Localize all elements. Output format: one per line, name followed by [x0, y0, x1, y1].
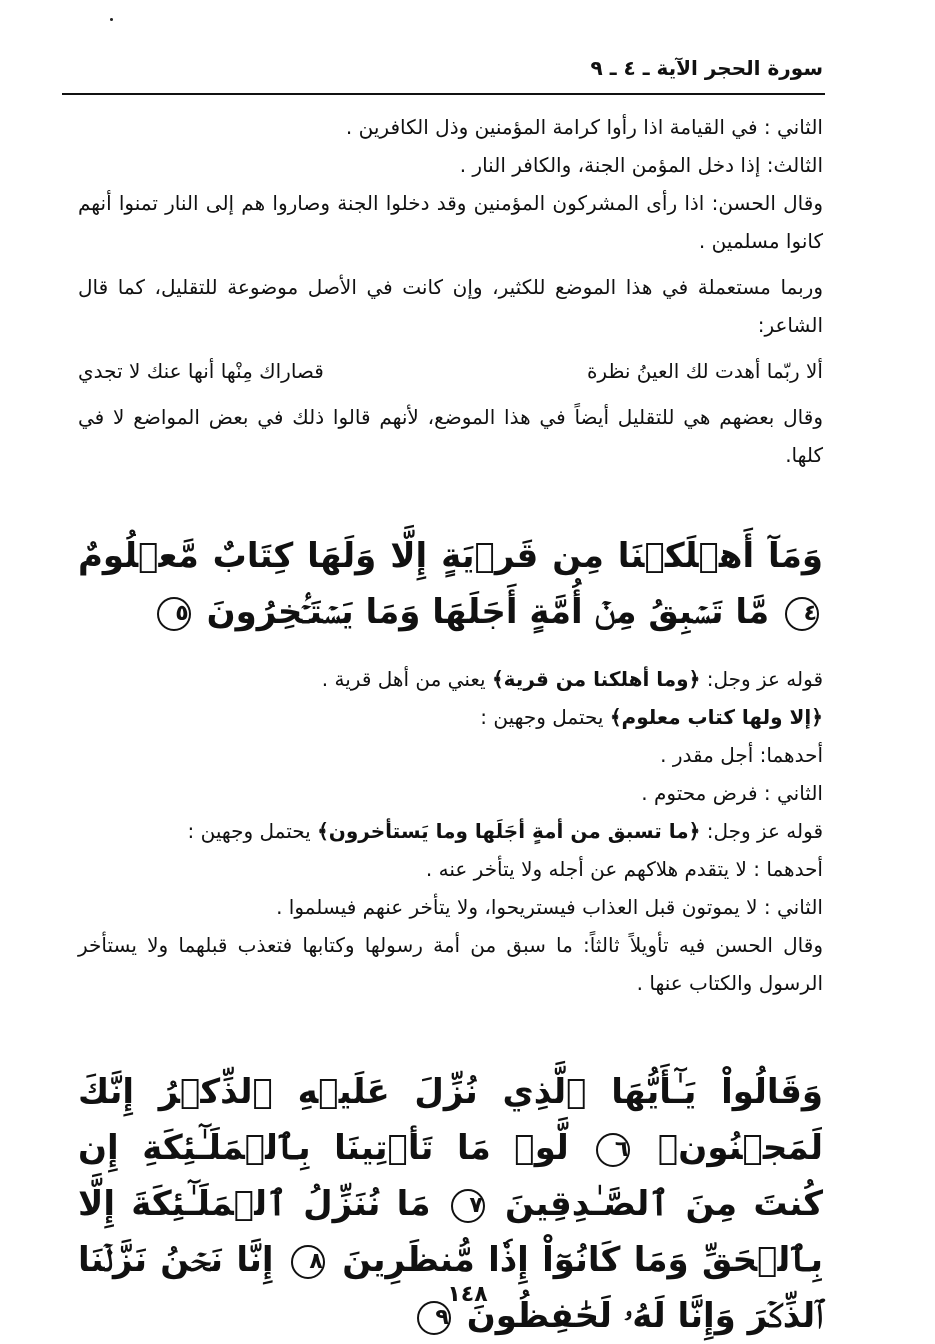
ink-dot [110, 18, 113, 21]
page-number: ١٤٨ [447, 1282, 488, 1307]
commentary-top [78, 108, 823, 474]
ayah-number-marker: ٧ [451, 1189, 485, 1223]
paragraph: وقال بعضهم هي للتقليل أيضاً في هذا الموضع، لأنهم قالوا ذلك في بعض المواضع لا في كلها. [78, 405, 823, 467]
paragraph: وربما مستعملة في هذا الموضع للكثير، وإن كانت في الأصل موضوعة للتقليل، كما قال الشاعر: [78, 275, 823, 337]
paragraph: أحدهما: أجل مقدر . [660, 743, 823, 767]
ayah-number-marker: ٨ [291, 1245, 325, 1279]
paragraph: قوله عز وجل: ﴿وما أهلكنا من قرية﴾ يعني من أهل قرية . [321, 667, 823, 691]
quran-verse-block-1 [78, 528, 823, 640]
paragraph: الثاني : في القيامة اذا رأوا كرامة المؤمنين وذل الكافرين . [345, 115, 823, 139]
verse-text: مَا نُنَزِّلُ ٱلۡمَلَـٰٓئِكَةَ إِلَّا بِٱلۡحَقِّ وَمَا كَانُوٓاْ إِذٗا مُّنظَرِينَ [78, 1184, 824, 1280]
paragraph: الثاني : فرض محتوم . [641, 781, 823, 805]
header-rule [62, 93, 825, 95]
commentary-middle [78, 660, 823, 1002]
poem-second-hemistich: قصاراك مِنْها أنها عنك لا تجدي [78, 359, 324, 383]
paragraph: أحدهما : لا يتقدم هلاكهم عن أجله ولا يتأخر عنه . [425, 857, 823, 881]
paragraph: وقال الحسن فيه تأويلاً ثالثاً: ما سبق من أمة رسولها وكتابها فتعذب قبلهما ولا يستأخر الرسول والكتاب عنها . [78, 933, 823, 995]
quoted-verse: ﴿وما أهلكنا من قرية﴾ [491, 667, 701, 691]
ayah-number-marker: ٦ [596, 1133, 630, 1167]
poem-verse [78, 352, 823, 390]
verse-text: وَمَآ أَهۡلَكۡنَا مِن قَرۡيَةٍ إِلَّا وَلَهَا كِتَابٌ مَّعۡلُومٌ [78, 536, 823, 576]
ayah-number-marker: ٥ [157, 597, 191, 631]
running-header: سورة الحجر الآية ـ ٤ ـ ٩ [590, 56, 823, 80]
verse-text: وَقَالُواْ يَـٰٓأَيُّهَا ٱلَّذِي نُزِّلَ عَلَيۡهِ ٱلذِّكۡرُ إِنَّكَ لَمَجۡنُونٞ [78, 1072, 823, 1168]
ayah-number-marker: ٩ [417, 1301, 451, 1335]
quoted-verse: ﴿إلا ولها كتاب معلوم﴾ [609, 705, 823, 729]
poem-first-hemistich: ألا ربّما أهدت لك العينُ نظرة [586, 359, 823, 383]
verse-text: مَّا تَسۡبِقُ مِنۡ أُمَّةٍ أَجَلَهَا وَمَا يَسۡتَـٔۡخِرُونَ [206, 592, 770, 632]
ayah-number-marker: ٤ [785, 597, 819, 631]
paragraph: وقال الحسن: اذا رأى المشركون المؤمنين وقد دخلوا الجنة وصاروا هم إلى النار تمنوا أنهم كانوا مسلمين . [78, 191, 823, 253]
paragraph: قوله عز وجل: ﴿ما تسبق من أمةٍ أجَلَها وما يَستأخرون﴾ يحتمل وجهين : [187, 819, 823, 843]
paragraph: الثالث: إذا دخل المؤمن الجنة، والكافر النار . [459, 153, 823, 177]
verse-text: لَّوۡ مَا تَأۡتِينَا بِٱلۡمَلَـٰٓئِكَةِ إِن كُنتَ مِنَ ٱلصَّـٰدِقِينَ [78, 1128, 823, 1224]
paragraph: الثاني : لا يموتون قبل العذاب فيستريحوا، ولا يتأخر عنهم فيسلموا . [276, 895, 823, 919]
verse-text: إِنَّا نَحۡنُ نَزَّلۡنَا ٱلذِّكۡرَ وَإِنَّا لَهُۥ لَحَٰفِظُونَ [78, 1240, 823, 1336]
paragraph: ﴿إلا ولها كتاب معلوم﴾ يحتمل وجهين : [480, 705, 823, 729]
quoted-verse: ﴿ما تسبق من أمةٍ أجَلَها وما يَستأخرون﴾ [317, 819, 701, 843]
